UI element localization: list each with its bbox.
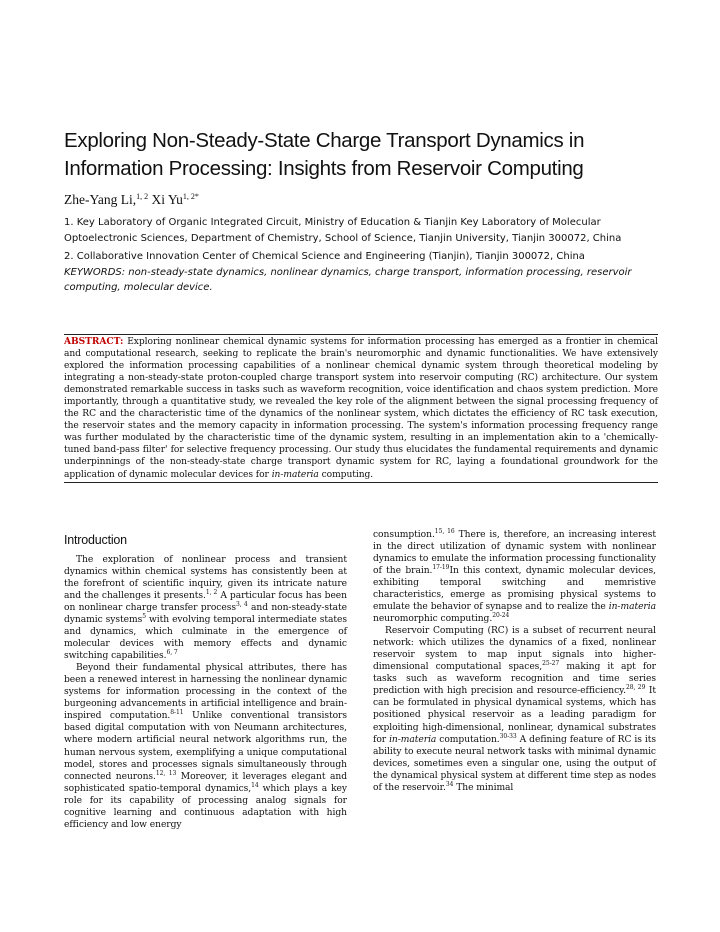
citation: 5 xyxy=(142,613,146,621)
author-affiliation-mark: 1, 2* xyxy=(182,192,199,201)
italic-term: in-materia xyxy=(389,734,437,745)
abstract-text: Exploring nonlinear chemical dynamic systems for information processing has emerged as a frontier in chemical and computational research, seeking to replicate the brain's neuromorphic and dynamic functionalities. We have extensively explored the information processing capabilities of a nonlinear chemical dynamic system through theoretical modeling by integrating a non-steady-state proton-coupled charge transport system into reservoir computing (RC) architecture. Our system demonstrated remarkable success in tasks such as waveform recognition, voice identification and chaos system prediction. More importantly, through a quantitative study, we revealed the key role of the alignment between the signal processing frequency of the RC and the characteristic time of the dynamics of the nonlinear system, which dictates the efficiency of RC task execution, the reservoir states and the memory capacity in information processing. The system's information processing frequency range was further modulated by the characteristic time of the dynamic system, resulting in an implementation akin to a 'chemically-tuned band-pass filter' for selective frequency processing. Our study thus elucidates the fundamental requirements and dynamic underpinnings of the non-steady-state charge transport dynamic system for RC, laying a foundational groundwork for the application of dynamic molecular devices for xyxy=(64,337,658,480)
section-heading: Introduction xyxy=(64,533,127,547)
citation: 15, 16 xyxy=(434,528,455,535)
citation: 34 xyxy=(445,780,454,788)
citation: 14 xyxy=(251,781,259,789)
citation: 30-33 xyxy=(499,732,517,740)
author-list xyxy=(64,188,199,209)
left-column xyxy=(64,529,347,831)
affiliations xyxy=(64,215,664,296)
citation: 8-11 xyxy=(170,709,184,717)
paragraph: The exploration of nonlinear process and transient dynamics within chemical systems has consistently been at the forefront of scientific inquiry, given its intricate nature and the challenges it presents.$^{1, 2}$ A particular focus has been on nonlinear charge transfer process$^{3, 4}$ and non-steady-state dynamic systems$^5$ with evolving temporal intermediate states and dynamics, which culminate in the emergence of molecular devices with memory effects and dynamic switching capabilities.$^{6, 7}$ xyxy=(64,555,347,662)
citation: 25-27 xyxy=(542,660,560,668)
paragraph: Reservoir Computing (RC) is a subset of recurrent neural network: which utilizes the dynamics of a fixed, nonlinear reservoir system to map input signals into higher-dimensional computational spaces,$^{25-27}$ making it apt for tasks such as waveform recognition and time series prediction with high precision and resource-efficiency.$^{28, 29}$ It can be formulated in physical dynamical systems, which has positioned physical reservoir as a leading paradigm for exploiting high-dimensional, nonlinear, dynamical substrates for in-materia computation.$^{30-33}$ A defining feature of RC is its ability to execute neural network tasks with minimal dynamic devices, sometimes even a singular one, using the output of the dynamical physical system at different time step as nodes of the reservoir.$^{34}$ The minimal xyxy=(373,626,656,793)
paper-title xyxy=(64,127,664,183)
abstract-block xyxy=(64,334,658,483)
citation: 20-24 xyxy=(492,612,510,620)
author-name: Xi Yu xyxy=(148,192,183,207)
keywords-line: KEYWORDS: non-steady-state dynamics, nonlinear dynamics, charge transport, information processing, reservoir xyxy=(64,266,632,278)
citation: 6, 7 xyxy=(166,649,178,657)
citation: 3, 4 xyxy=(235,601,248,609)
author-name: Zhe-Yang Li, xyxy=(64,192,137,207)
affiliation-line: 2. Collaborative Innovation Center of Chemical Science and Engineering (Tianjin), Tianjin 300072, China xyxy=(64,251,585,262)
paragraph: consumption.$^{15, 16}$ There is, therefore, an increasing interest in the direct utilization of dynamic system with nonlinear dynamics to emulate the information processing functionality of the brain.$^{17-19}$In this context, dynamic molecular devices, exhibiting temporal switching and memristive characteristics, emerge as promising physical systems to emulate the behavior of synapse and to realize the in-materia neuromorphic computing.$^{20-24}$ xyxy=(373,528,656,625)
citation: 28, 29 xyxy=(625,684,646,692)
citation: 1, 2 xyxy=(205,589,218,597)
paragraph: Beyond their fundamental physical attributes, there has been a renewed interest in harnessing the nonlinear dynamic systems for information processing in the context of the burgeoning advancements in artificial intelligence and brain-inspired computation.$^{8-11}$ Unlike conventional transistors based digital computation with von Neumann architectures, where modern artificial neural network algorithms run, the human nervous system, exemplifying a unique computational model, stores and processes signals simultaneously through connected neurons.$^{12, 13}$ Moreover, it leverages elegant and sophisticated spatio-temporal dynamics,$^{14}$ which plays a key role for its capability of processing analog signals for cognitive learning and continuous adaptation with high efficiency and low energy xyxy=(64,663,348,830)
citation: 12, 13 xyxy=(155,769,177,777)
abstract-tail: computing. xyxy=(318,469,374,480)
right-column xyxy=(373,529,656,794)
affiliation-line: Optoelectronic Sciences, Department of Chemistry, School of Science, Tianjin University, Tianjin 300072, China xyxy=(64,232,622,244)
abstract-italic-term: in-materia xyxy=(271,469,319,480)
abstract-label: ABSTRACT: xyxy=(64,336,124,347)
affiliation-line: 1. Key Laboratory of Organic Integrated Circuit, Ministry of Education & Tianjin Key Laboratory of Molecular xyxy=(64,217,601,228)
italic-term: in-materia xyxy=(608,602,656,613)
keywords-line: computing, molecular device. xyxy=(64,282,213,293)
title-line-2: Information Processing: Insights from Reservoir Computing xyxy=(64,157,584,180)
author-affiliation-mark: 1, 2 xyxy=(136,192,149,201)
title-line-1: Exploring Non-Steady-State Charge Transport Dynamics in xyxy=(64,129,585,152)
citation: 17-19 xyxy=(432,564,450,572)
